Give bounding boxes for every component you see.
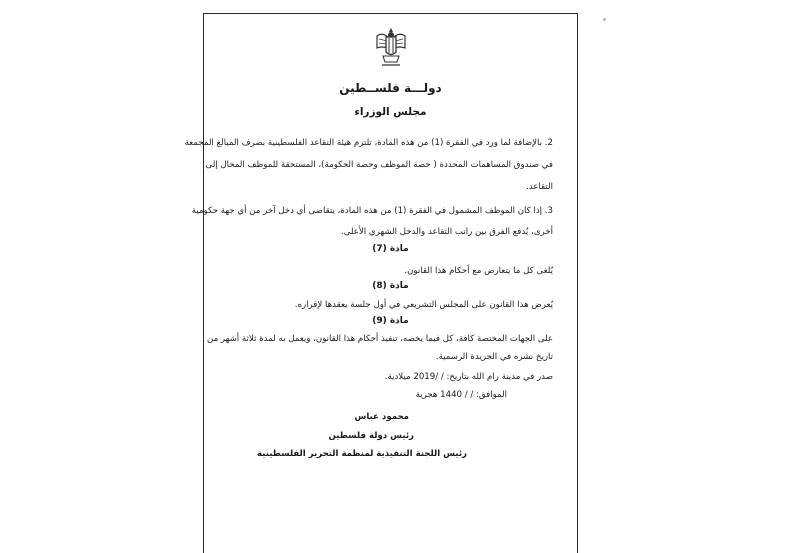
article7-title: مادة (7) xyxy=(372,244,409,254)
article9-title: مادة (9) xyxy=(372,316,409,326)
para3-line1: 3. إذا كان الموظف المشمول في الفقرة (1) من هذه المادة، يتقاضى أي دخل آخر من أي جهة حكومية xyxy=(191,206,553,216)
hijri-line: الموافق: / / 1440 هجرية xyxy=(415,390,507,400)
document-page xyxy=(184,13,578,553)
article8-title: مادة (8) xyxy=(372,281,409,291)
article7-text: يُلغى كل ما يتعارض مع أحكام هذا القانون. xyxy=(404,266,553,276)
council-name: مجلس الوزراء xyxy=(354,106,427,118)
para2-line1: 2. بالإضافة لما ورد في الفقرة (1) من هذه المادة، تلتزم هيئة التقاعد الفلسطينية بصرف المبالغ المجمعة xyxy=(184,138,553,148)
article9-line1: على الجهات المختصة كافة، كل فيما يخصه، تنفيذ أحكام هذا القانون، ويعمل به لمدة ثلاثة أشهر من xyxy=(207,334,553,344)
article8-text: يُعرض هذا القانون على المجلس التشريعي في أول جلسة يعقدها لإقراره. xyxy=(294,300,553,310)
para3-line2: أخرى، يُدفع الفرق بين راتب التقاعد والدخل الشهري الأعلى. xyxy=(341,227,553,237)
state-name: دولـــة فلســطين xyxy=(339,81,442,95)
eagle-emblem-icon xyxy=(374,26,408,68)
scan-speck xyxy=(603,18,606,21)
signatory-title-1: رئيس دولة فلسطين xyxy=(328,431,414,441)
article9-line2: تاريخ نشره في الجريدة الرسمية. xyxy=(435,352,553,362)
para2-line2: في صندوق المساهمات المحددة ( حصة الموظف وحصة الحكومة)، المستحقة للموظف المحال إلى xyxy=(205,160,553,170)
signatory-name: محمود عباس xyxy=(354,412,409,422)
signatory-title-2: رئيس اللجنة التنفيذية لمنظمة التحرير الفلسطينية xyxy=(256,449,467,459)
issued-line: صدر في مدينة رام الله بتاريخ: / /2019 ميلادية. xyxy=(384,372,553,382)
para2-line3: التقاعد. xyxy=(526,182,553,192)
